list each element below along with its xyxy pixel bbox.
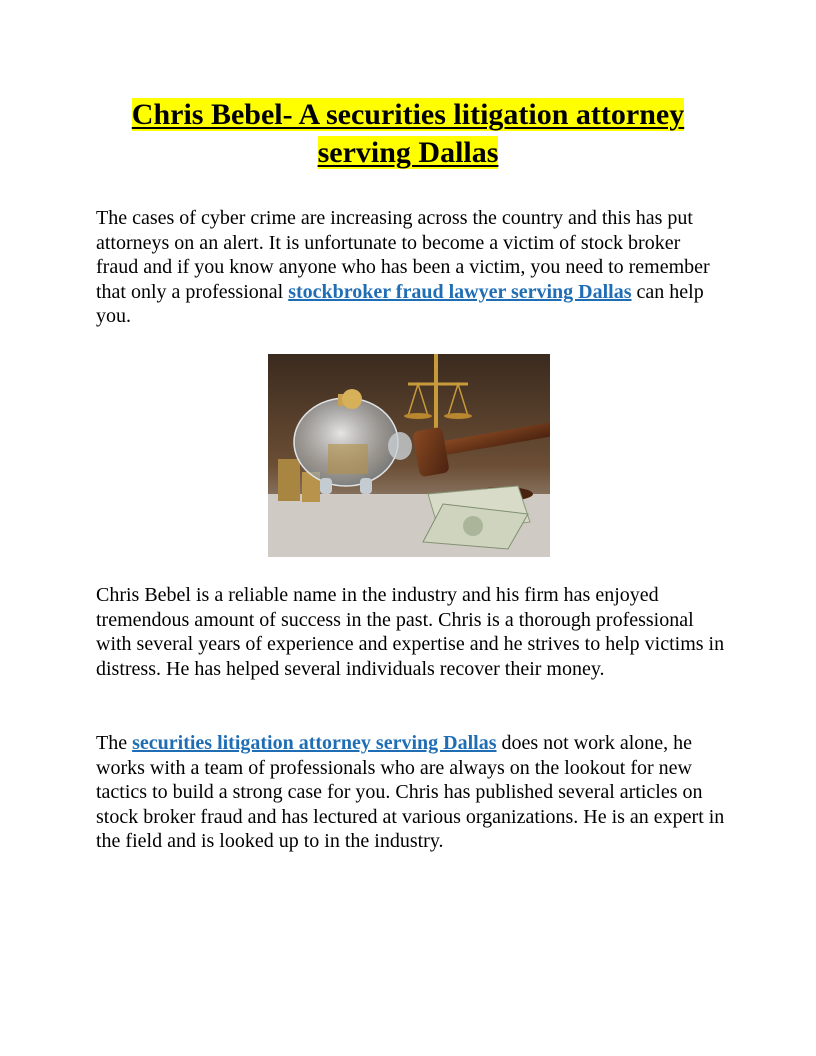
- piggy-bank-gavel-image: [268, 354, 550, 557]
- about-paragraph: Chris Bebel is a reliable name in the industry and his firm has enjoyed tremendous amount of success in the past. Chris is a thorough professional with several years of experience and expertise and he strives to help victims in distress. He has helped several individuals recover their money.: [96, 584, 725, 680]
- intro-paragraph: [96, 206, 726, 329]
- title-line-1: Chris Bebel- A securities litigation attorney: [131, 98, 685, 131]
- intro-text: The cases of cyber crime are increasing across the country and this has put attorneys on an alert. It is unfortunate to become a victim of stock broker fraud and if you know anyone who has been a victim, you need to remember that only a professional: [96, 207, 710, 303]
- page-title: [96, 96, 720, 172]
- intro-text-end: can help you.: [96, 280, 704, 328]
- title-line-2: serving Dallas: [317, 136, 499, 169]
- team-paragraph: [96, 731, 726, 854]
- securities-litigation-attorney-link[interactable]: securities litigation attorney serving Dallas: [132, 732, 497, 754]
- team-text-start: The: [96, 732, 133, 754]
- stockbroker-fraud-lawyer-link[interactable]: stockbroker fraud lawyer serving Dallas: [288, 280, 632, 303]
- team-text: does not work alone, he works with a team of professionals who are always on the lookout for new tactics to build a strong case for you. Chris has published several articles on stock broker fraud and has lectured at various organizations. He is an expert in the field and is looked up to in the industry.: [96, 732, 725, 853]
